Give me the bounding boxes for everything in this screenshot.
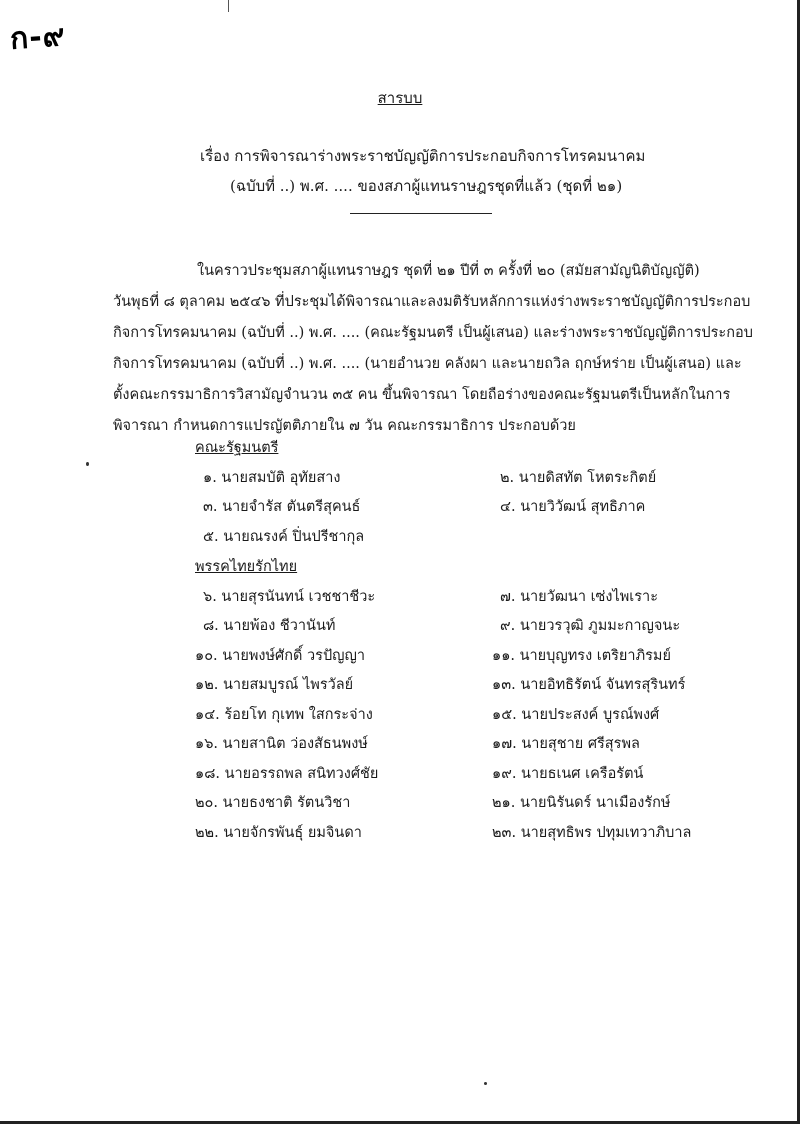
member-item: ๑๙. นายธเนศ เครือรัตน์ bbox=[492, 766, 644, 782]
member-item: ๑. นายสมบัติ อุทัยสาง bbox=[203, 470, 341, 486]
handwritten-mark: ก-๙ bbox=[8, 18, 67, 57]
member-item: ๑๖. นายสานิต ว่องสัธนพงษ์ bbox=[195, 736, 368, 752]
member-item: ๒๓. นายสุทธิพร ปทุมเทวาภิบาล bbox=[492, 825, 692, 841]
member-item: ๒๑. นายนิรันดร์ นาเมืองรักษ์ bbox=[492, 795, 671, 811]
member-item: ๘. นายพ้อง ชีวานันท์ bbox=[203, 618, 336, 634]
member-item: ๗. นายวัฒนา เซ่งไพเราะ bbox=[500, 589, 658, 605]
scan-speck bbox=[86, 462, 89, 466]
subject-line-2: (ฉบับที่ ..) พ.ศ. .... ของสภาผู้แทนราษฎรชุดที่แล้ว (ชุดที่ ๒๑) bbox=[230, 177, 623, 195]
member-item: ๑๒. นายสมบูรณ์ ไพรวัลย์ bbox=[195, 677, 354, 693]
body-paragraph bbox=[113, 256, 753, 442]
member-item: ๑๑. นายบุญทรง เตริยาภิรมย์ bbox=[492, 648, 671, 664]
scan-mark bbox=[228, 0, 229, 12]
member-item: ๑๗. นายสุชาย ศรีสุรพล bbox=[492, 736, 640, 752]
section-heading-party: พรรคไทยรักไทย bbox=[195, 559, 298, 575]
member-item: ๖. นายสุรนันทน์ เวชชาชีวะ bbox=[203, 589, 376, 605]
paragraph-line: กิจการโทรคมนาคม (ฉบับที่ ..) พ.ศ. .... (คณะรัฐมนตรี เป็นผู้เสนอ) และร่างพระราชบัญญัติการประกอบ bbox=[113, 325, 753, 341]
document-title-text: สารบบ bbox=[377, 89, 423, 107]
paragraph-line: กิจการโทรคมนาคม (ฉบับที่ ..) พ.ศ. .... (นายอำนวย คลังผา และนายถวิล ฤกษ์หร่าย เป็นผู้เสนอ) และ bbox=[113, 356, 742, 372]
paragraph-line: ตั้งคณะกรรมาธิการวิสามัญจำนวน ๓๕ คน ขึ้นพิจารณา โดยถือร่างของคณะรัฐมนตรีเป็นหลักในการ bbox=[113, 387, 731, 403]
member-item: ๓. นายจำรัส ตันตรีสุคนธ์ bbox=[203, 499, 361, 515]
member-item: ๒๐. นายธงชาติ รัตนวิชา bbox=[195, 795, 351, 811]
member-item: ๑๘. นายอรรถพล สนิทวงศ์ชัย bbox=[195, 766, 379, 782]
member-item: ๒. นายดิสทัต โหตระกิตย์ bbox=[500, 470, 657, 486]
member-item: ๑๓. นายอิทธิรัตน์ จันทรสุรินทร์ bbox=[492, 677, 686, 693]
member-item: ๕. นายณรงค์ ปิ่นปรีชากุล bbox=[203, 529, 365, 545]
member-item: ๔. นายวิวัฒน์ สุทธิภาค bbox=[500, 499, 646, 515]
member-item: ๑๐. นายพงษ์ศักดิ์ วรปัญญา bbox=[195, 648, 366, 664]
member-item: ๑๔. ร้อยโท กุเทพ ใสกระจ่าง bbox=[195, 707, 373, 723]
section-heading-cabinet: คณะรัฐมนตรี bbox=[195, 440, 279, 456]
paragraph-line: วันพุธที่ ๘ ตุลาคม ๒๕๔๖ ที่ประชุมได้พิจารณาและลงมติรับหลักการแห่งร่างพระราชบัญญัติการประกอบ bbox=[113, 294, 751, 310]
subject-block bbox=[200, 141, 645, 201]
scan-speck bbox=[484, 1082, 487, 1085]
paragraph-line: ในคราวประชุมสภาผู้แทนราษฎร ชุดที่ ๒๑ ปีที่ ๓ ครั้งที่ ๒๐ (สมัยสามัญนิติบัญญัติ) bbox=[197, 263, 700, 279]
member-item: ๙. นายวรวุฒิ ภูมมะกาญจนะ bbox=[500, 618, 681, 634]
divider-line bbox=[350, 213, 492, 214]
paragraph-line: พิจารณา กำหนดการแปรญัตติภายใน ๗ วัน คณะกรรมาธิการ ประกอบด้วย bbox=[113, 418, 576, 434]
subject-line-1: เรื่อง การพิจารณาร่างพระราชบัญญัติการประกอบกิจการโทรคมนาคม bbox=[200, 147, 646, 165]
document-title bbox=[0, 86, 800, 110]
member-item: ๒๒. นายจักรพันธุ์ ยมจินดา bbox=[195, 825, 362, 841]
member-item: ๑๕. นายประสงค์ บูรณ์พงศ์ bbox=[492, 707, 660, 723]
